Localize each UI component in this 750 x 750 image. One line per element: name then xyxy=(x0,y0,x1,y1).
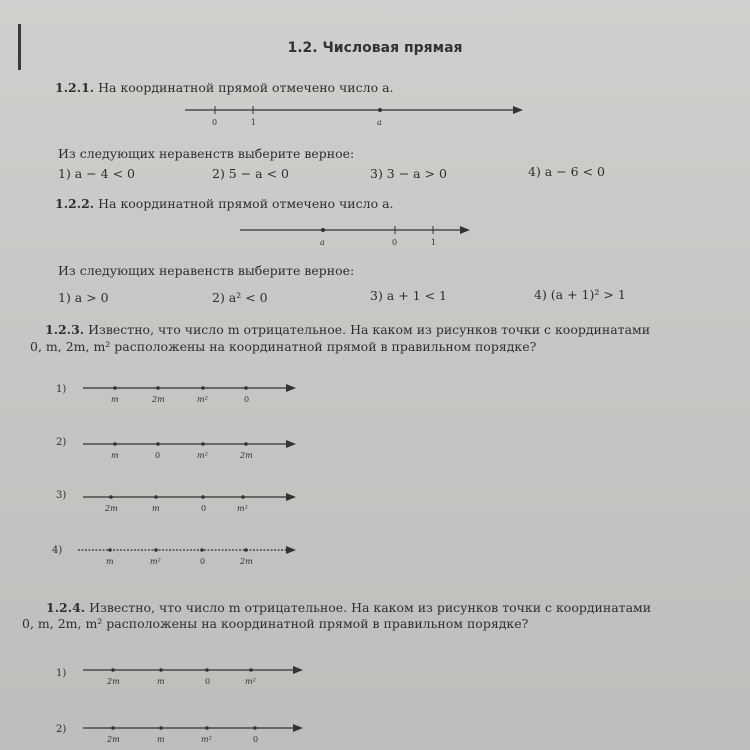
p3-fig1-label: 1) xyxy=(56,384,67,395)
p4-fig1-label: 1) xyxy=(56,668,67,679)
problem-2-option-1: 1) a > 0 xyxy=(58,290,109,305)
p3-fig1-point-2: 2m xyxy=(152,395,165,404)
problem-4-statement-line-1 xyxy=(46,600,651,615)
p3-fig1-point-1: m xyxy=(111,395,119,404)
problem-1-number-line xyxy=(185,100,530,134)
problem-2-number-line xyxy=(240,220,480,252)
p4-fig2-point-2: m xyxy=(157,735,165,744)
p4-fig2-point-4: 0 xyxy=(253,735,259,744)
p3-fig4-point-2: m² xyxy=(150,557,161,566)
problem-3-text-line-2: 0, m, 2m, m² расположены на координатной прямой в правильном порядке? xyxy=(30,339,537,354)
p4-fig1-point-3: 0 xyxy=(205,677,211,686)
p4-fig2-point-1: 2m xyxy=(107,735,120,744)
p3-fig4-point-4: 2m xyxy=(240,557,253,566)
problem-1-question: Из следующих неравенств выберите верное: xyxy=(58,146,355,161)
problem-1-option-3: 3) 3 − a > 0 xyxy=(370,166,448,181)
p4-fig2-number-line xyxy=(83,720,308,750)
problem-2-option-3: 3) a + 1 < 1 xyxy=(370,288,448,303)
problem-1-statement xyxy=(55,80,394,95)
p4-fig1-point-2: m xyxy=(157,677,165,686)
problem-1-text: На координатной прямой отмечено число a. xyxy=(98,80,394,95)
problem-3-text-line-1: Известно, что число m отрицательное. На каком из рисунков точки с координатами xyxy=(88,322,651,337)
problem-2-number: 1.2.2. xyxy=(55,196,95,211)
p4-fig2-label: 2) xyxy=(56,724,67,735)
p3-fig1-number-line xyxy=(83,380,303,410)
problem-2-text: На координатной прямой отмечено число a. xyxy=(98,196,394,211)
p1-axis-label-a: a xyxy=(377,118,382,127)
problem-1-option-4: 4) a − 6 < 0 xyxy=(528,164,606,179)
p1-axis-label-1: 1 xyxy=(251,118,257,127)
p3-fig3-point-3: 0 xyxy=(201,504,207,513)
problem-4-text-line-1: Известно, что число m отрицательное. На каком из рисунков точки с координатами xyxy=(89,600,652,615)
problem-1-option-1: 1) a − 4 < 0 xyxy=(58,166,136,181)
p3-fig1-point-4: 0 xyxy=(244,395,250,404)
problem-3-number: 1.2.3. xyxy=(45,322,85,337)
p3-fig2-point-1: m xyxy=(111,451,119,460)
problem-2-question: Из следующих неравенств выберите верное: xyxy=(58,263,355,278)
section-title: 1.2. Числовая прямая xyxy=(287,40,463,56)
p4-fig2-point-3: m² xyxy=(201,735,212,744)
problem-2-option-4: 4) (a + 1)² > 1 xyxy=(534,287,626,302)
p4-fig1-point-1: 2m xyxy=(107,677,120,686)
problem-1-option-2: 2) 5 − a < 0 xyxy=(212,166,290,181)
p3-fig4-number-line xyxy=(78,542,303,572)
problem-1-number: 1.2.1. xyxy=(55,80,95,95)
p4-fig1-point-4: m² xyxy=(245,677,256,686)
p3-fig2-point-3: m² xyxy=(197,451,208,460)
p3-fig3-point-4: m² xyxy=(237,504,248,513)
p3-fig4-point-3: 0 xyxy=(200,557,206,566)
p3-fig3-point-2: m xyxy=(152,504,160,513)
p3-fig3-number-line xyxy=(83,489,303,519)
problem-4-number: 1.2.4. xyxy=(46,600,86,615)
p3-fig2-point-2: 0 xyxy=(155,451,161,460)
p2-axis-label-1: 1 xyxy=(431,238,437,247)
p3-fig3-label: 3) xyxy=(56,490,67,501)
p3-fig2-number-line xyxy=(83,436,303,466)
p3-fig1-point-3: m² xyxy=(197,395,208,404)
p3-fig4-point-1: m xyxy=(106,557,114,566)
problem-2-option-2: 2) a² < 0 xyxy=(212,290,268,305)
problem-2-statement xyxy=(55,196,394,211)
problem-3-statement-line-1 xyxy=(45,322,650,337)
p1-axis-label-0: 0 xyxy=(212,118,218,127)
p2-axis-label-a: a xyxy=(320,238,325,247)
p4-fig1-number-line xyxy=(83,662,308,692)
p2-axis-label-0: 0 xyxy=(392,238,398,247)
p3-fig3-point-1: 2m xyxy=(105,504,118,513)
p3-fig2-label: 2) xyxy=(56,437,67,448)
p3-fig4-label: 4) xyxy=(52,545,63,556)
problem-4-text-line-2: 0, m, 2m, m² расположены на координатной прямой в правильном порядке? xyxy=(22,616,529,631)
p3-fig2-point-4: 2m xyxy=(240,451,253,460)
